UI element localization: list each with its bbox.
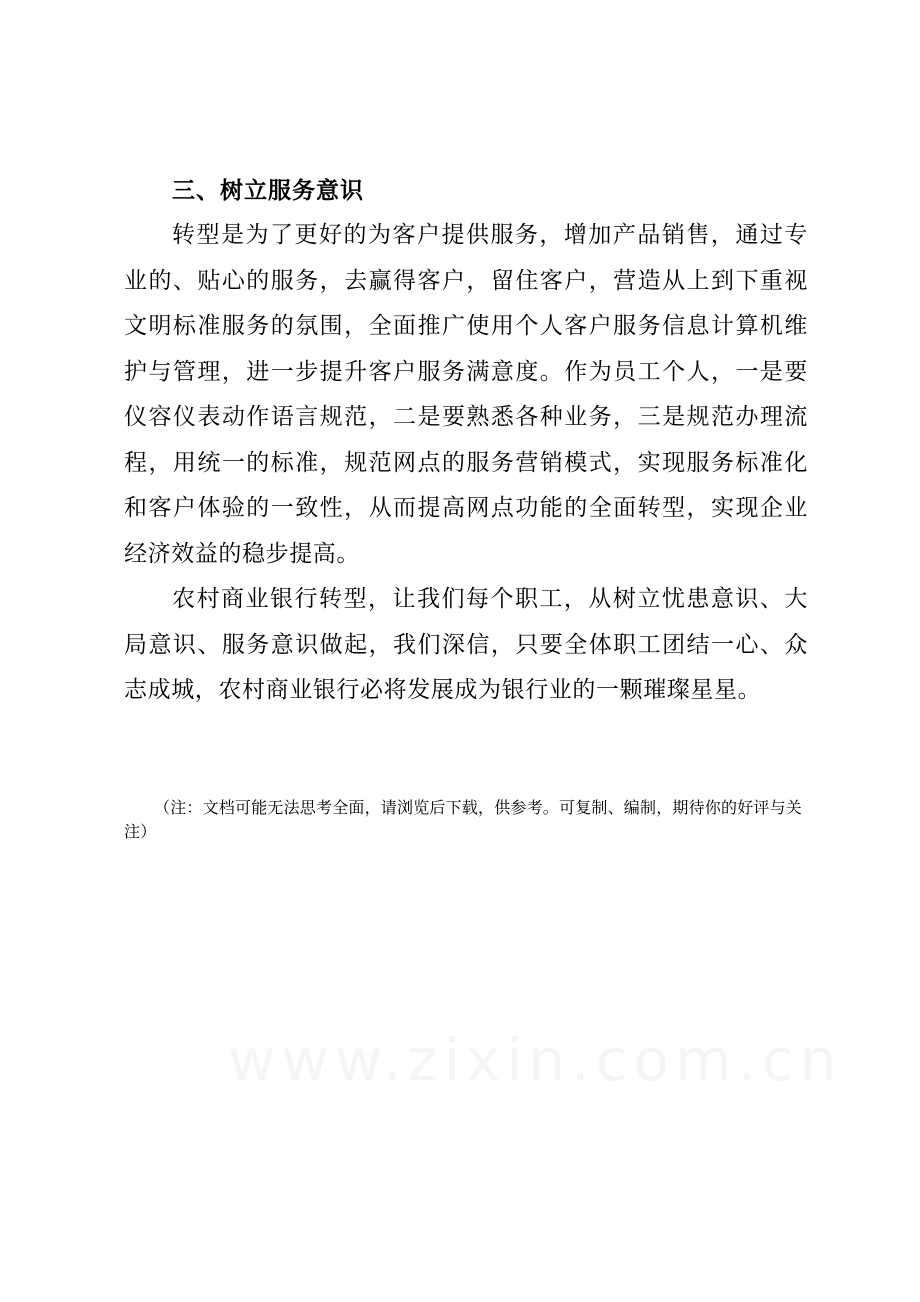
paragraph-conclusion: 农村商业银行转型，让我们每个职工，从树立忧患意识、大局意识、服务意识做起，我们深信，只要全体职工团结一心、众志成城，农村商业银行必将发展成为银行业的一颗璀璨星星。 (124, 586, 808, 703)
document-note: （注：文档可能无法思考全面，请浏览后下载，供参考。可复制、编制，期待你的好评与关注） (124, 798, 803, 841)
paragraph-service-awareness: 转型是为了更好的为客户提供服务，增加产品销售，通过专业的、贴心的服务，去赢得客户，留住客户，营造从上到下重视文明标准服务的氛围，全面推广使用个人客户服务信息计算机维护与管理，进一步提升客户服务满意度。作为员工个人，一是要仪容仪表动作语言规范，二是要熟悉各种业务，三是规范办理流程，用统一的标准，规范网点的服务营销模式，实现服务标准化和客户体验的一致性，从而提高网点功能的全面转型，实现企业经济效益的稳步提高。 (124, 222, 808, 567)
section-heading: 三、树立服务意识 (172, 177, 364, 204)
document-body (124, 168, 808, 714)
watermark: www.zixin.com.cn (228, 1026, 843, 1094)
